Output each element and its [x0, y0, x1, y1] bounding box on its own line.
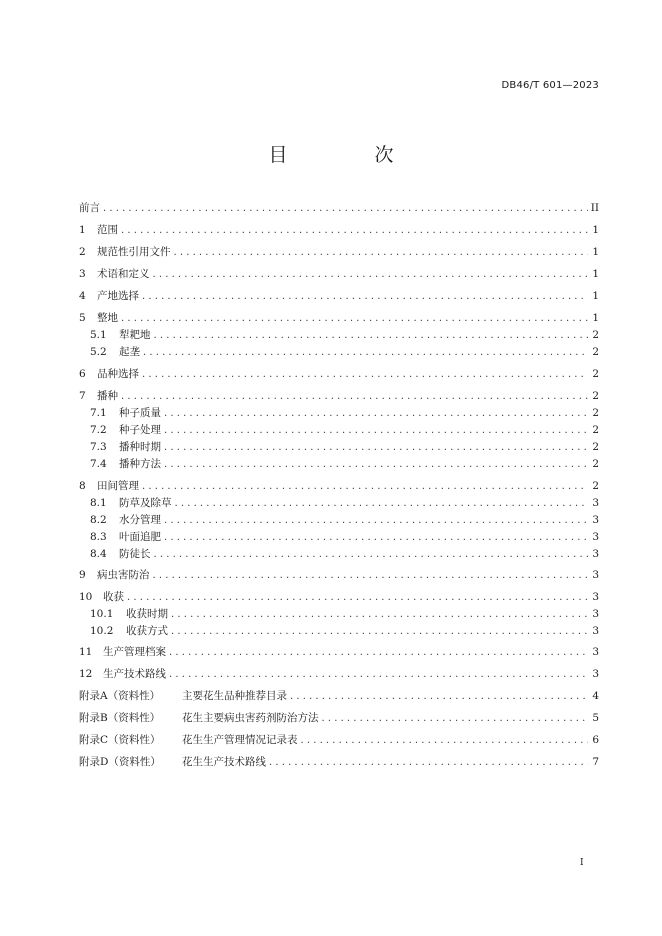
toc-entry-label: 播种 [97, 390, 118, 402]
toc-entry-page: 2 [592, 346, 599, 358]
toc-entry-label: 收获方式 [126, 625, 168, 637]
dot-leader [175, 495, 589, 512]
toc-entry[interactable] [79, 567, 599, 584]
toc-entry[interactable] [79, 478, 599, 495]
toc-entry-number: 10.2 [90, 625, 114, 637]
toc-entry[interactable] [90, 512, 599, 529]
toc-entry-number: 9 [79, 569, 86, 581]
toc-entry-label: 生产管理档案 [103, 646, 166, 658]
page-number: I [580, 858, 584, 868]
toc-entry-number: 7.1 [90, 407, 107, 419]
toc-entry-label: 收获 [103, 591, 124, 603]
toc-entry-page: 2 [592, 480, 599, 492]
toc-entry-label: 产地选择 [97, 290, 139, 302]
toc-entry-number: 7 [79, 390, 86, 402]
toc-entry-label: 规范性引用文件 [97, 246, 171, 258]
dot-leader [164, 405, 588, 422]
toc-entry-number: 7.2 [90, 424, 107, 436]
toc-entry-number: 5 [79, 312, 86, 324]
toc-entry-label: 范围 [97, 224, 118, 236]
toc-entry-label: 水分管理 [119, 514, 161, 526]
toc-entry-label: 整地 [97, 312, 118, 324]
toc-entry-page: 5 [592, 712, 599, 724]
toc-entry-number: 5.2 [90, 346, 107, 358]
dot-leader [142, 288, 588, 305]
dot-leader [164, 456, 588, 473]
toc-entry[interactable] [79, 388, 599, 405]
toc-entry-number: 7.4 [90, 458, 107, 470]
toc-entry-page: 4 [592, 690, 599, 702]
dot-leader [164, 422, 588, 439]
toc-entry-number: 10 [79, 591, 93, 603]
toc-entry-number: 10.1 [90, 608, 114, 620]
toc-entry-number: 4 [79, 290, 86, 302]
toc-entry-number: 11 [79, 646, 93, 658]
toc-entry-number: 8.1 [90, 497, 107, 509]
toc-entry-page: 2 [592, 441, 599, 453]
toc-entry[interactable] [79, 666, 599, 683]
toc-entry-label: 花生生产管理情况记录表 [182, 734, 298, 746]
toc-entry-page: 1 [592, 290, 599, 302]
toc-entry-label: 主要花生品种推荐目录 [182, 690, 287, 702]
toc-entry[interactable] [90, 405, 599, 422]
dot-leader [169, 644, 588, 661]
dot-leader [169, 666, 588, 683]
dot-leader [103, 200, 588, 217]
toc-entry[interactable] [79, 200, 599, 217]
page-title: 目 次 [268, 144, 428, 166]
toc-entry-label: 生产技术路线 [103, 668, 166, 680]
toc-entry-page: 3 [592, 608, 599, 620]
toc-entry-number: 8.4 [90, 548, 107, 560]
toc-entry[interactable] [79, 732, 599, 749]
dot-leader [153, 266, 589, 283]
toc-entry-label: 花生生产技术路线 [182, 756, 266, 768]
toc-entry-label: 种子质量 [119, 407, 161, 419]
dot-leader [171, 606, 588, 623]
toc-entry[interactable] [90, 422, 599, 439]
toc-entry[interactable] [90, 495, 599, 512]
dot-leader [164, 529, 588, 546]
toc-entry[interactable] [79, 288, 599, 305]
toc-entry-label: 花生主要病虫害药剂防治方法 [182, 712, 319, 724]
toc-entry-number: 5.1 [90, 329, 107, 341]
toc-entry-page: 3 [592, 548, 599, 560]
toc-entry-page: 3 [592, 668, 599, 680]
toc-entry-number: 附录C（资料性） [79, 734, 161, 746]
toc-entry-label: 防草及除草 [119, 497, 172, 509]
dot-leader [164, 439, 588, 456]
toc-entry[interactable] [79, 266, 599, 283]
dot-leader [121, 388, 588, 405]
toc-entry-page: 3 [592, 569, 599, 581]
dot-leader [322, 710, 589, 727]
toc-entry-page: 3 [592, 497, 599, 509]
dot-leader [171, 623, 588, 640]
toc-entry-label: 犁耙地 [119, 329, 151, 341]
dot-leader [154, 546, 589, 563]
toc-entry-page: 3 [592, 625, 599, 637]
toc-entry-label: 播种方法 [119, 458, 161, 470]
toc-entry[interactable] [90, 439, 599, 456]
toc-entry[interactable] [79, 589, 599, 606]
dot-leader [154, 327, 589, 344]
toc-entry-label: 品种选择 [97, 368, 139, 380]
toc-entry-page: 2 [592, 329, 599, 341]
toc-entry-label: 病虫害防治 [97, 569, 150, 581]
document-code: DB46/T 601—2023 [501, 80, 599, 91]
toc-entry[interactable] [90, 456, 599, 473]
toc-entry-page: 3 [592, 591, 599, 603]
dot-leader [127, 589, 588, 606]
toc-entry-page: 3 [592, 531, 599, 543]
toc-entry-page: 2 [592, 407, 599, 419]
toc-entry-page: 2 [592, 424, 599, 436]
toc-entry[interactable] [90, 606, 599, 623]
dot-leader [142, 478, 588, 495]
toc-entry[interactable] [79, 644, 599, 661]
toc-entry[interactable] [79, 244, 599, 261]
toc-entry-label: 术语和定义 [97, 268, 150, 280]
toc-entry-number: 7.3 [90, 441, 107, 453]
toc-entry-number: 8 [79, 480, 86, 492]
toc-entry[interactable] [79, 310, 599, 327]
dot-leader [121, 310, 588, 327]
dot-leader [153, 567, 589, 584]
toc-entry-label: 田间管理 [97, 480, 139, 492]
toc-entry-page: 2 [592, 368, 599, 380]
toc-entry-label: 叶面追肥 [119, 531, 161, 543]
toc-entry-page: 1 [592, 312, 599, 324]
toc-entry-page: 7 [592, 756, 599, 768]
toc-entry-number: 附录D（资料性） [79, 756, 161, 768]
toc-entry-number: 附录B（资料性） [79, 712, 161, 724]
toc-entry-label: 种子处理 [119, 424, 161, 436]
toc-entry-number: 6 [79, 368, 86, 380]
toc-entry-page: 1 [592, 268, 599, 280]
dot-leader [290, 688, 588, 705]
toc-entry-number: 8.3 [90, 531, 107, 543]
toc-entry[interactable] [79, 222, 599, 239]
toc-entry-label: 收获时期 [126, 608, 168, 620]
toc-entry[interactable] [90, 529, 599, 546]
toc-entry[interactable] [90, 623, 599, 640]
toc-entry-label: 防徒长 [119, 548, 151, 560]
toc-entry-page: 2 [592, 390, 599, 402]
toc-entry[interactable] [90, 344, 599, 361]
toc-entry-page: 3 [592, 646, 599, 658]
dot-leader [269, 754, 588, 771]
dot-leader [143, 344, 588, 361]
dot-leader [121, 222, 588, 239]
toc-entry-number: 附录A（资料性） [79, 690, 161, 702]
toc-entry-page: II [590, 202, 599, 214]
toc-entry-page: 6 [592, 734, 599, 746]
toc-entry-label: 前言 [79, 202, 100, 214]
toc-entry-number: 3 [79, 268, 86, 280]
toc-entry[interactable] [79, 710, 599, 727]
toc-entry-label: 起垄 [119, 346, 140, 358]
toc-entry-page: 3 [592, 514, 599, 526]
dot-leader [301, 732, 589, 749]
toc-entry-page: 1 [592, 224, 599, 236]
toc-entry-number: 1 [79, 224, 86, 236]
toc-entry[interactable] [90, 546, 599, 563]
toc-entry-label: 播种时期 [119, 441, 161, 453]
toc-entry-number: 12 [79, 668, 93, 680]
toc-entry-number: 2 [79, 246, 86, 258]
toc-entry-page: 1 [592, 246, 599, 258]
toc-entry-number: 8.2 [90, 514, 107, 526]
toc-entry-page: 2 [592, 458, 599, 470]
dot-leader [142, 366, 588, 383]
toc-entry[interactable] [79, 366, 599, 383]
toc-entry[interactable] [79, 754, 599, 771]
dot-leader [164, 512, 588, 529]
toc-entry[interactable] [90, 327, 599, 344]
toc-entry[interactable] [79, 688, 599, 705]
dot-leader [174, 244, 589, 261]
